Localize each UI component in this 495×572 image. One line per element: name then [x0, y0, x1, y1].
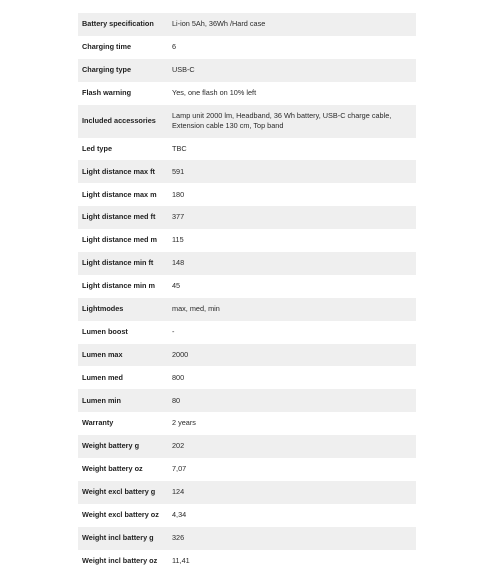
spec-row-weight-excl-battery-oz	[78, 504, 416, 527]
spec-label: Charging type	[82, 64, 132, 74]
spec-value: max, med, min	[172, 303, 220, 313]
spec-label: Lumen med	[82, 372, 123, 382]
spec-value: 202	[172, 441, 185, 451]
spec-row-included-accessories	[78, 105, 416, 138]
spec-value: Lamp unit 2000 lm, Headband, 36 Wh battery, USB-C charge cable, Extension cable 130 cm, Top band	[172, 110, 392, 131]
spec-label: Weight battery oz	[82, 464, 143, 474]
spec-label: Light distance med m	[82, 235, 158, 245]
spec-label: Lumen boost	[82, 326, 128, 336]
spec-value: 148	[172, 258, 185, 268]
spec-value: 800	[172, 372, 185, 382]
spec-row-weight-excl-battery-g	[78, 481, 416, 504]
spec-row-lumen-max	[78, 344, 416, 367]
spec-row-battery-specification	[78, 13, 416, 36]
spec-value: 6	[172, 42, 177, 52]
spec-value: Li-ion 5Ah, 36Wh /Hard case	[172, 19, 266, 29]
spec-label: Lumen max	[82, 349, 123, 359]
spec-value: 326	[172, 532, 185, 542]
spec-value: 591	[172, 166, 185, 176]
spec-row-charging-type	[78, 59, 416, 82]
spec-row-charging-time	[78, 36, 416, 59]
spec-label: Lightmodes	[82, 303, 124, 313]
spec-row-lumen-boost	[78, 321, 416, 344]
spec-value: 45	[172, 281, 181, 291]
spec-row-light-distance-max-m	[78, 183, 416, 206]
spec-label: Lumen min	[82, 395, 121, 405]
spec-row-light-distance-min-ft	[78, 252, 416, 275]
spec-row-light-distance-med-m	[78, 229, 416, 252]
spec-value: 4,34	[172, 510, 187, 519]
spec-row-lumen-med	[78, 366, 416, 389]
spec-value: 80	[172, 395, 181, 405]
spec-row-flash-warning	[78, 82, 416, 105]
spec-row-lightmodes	[78, 298, 416, 321]
spec-row-light-distance-min-m	[78, 275, 416, 298]
spec-label: Battery specification	[82, 19, 154, 29]
spec-label: Flash warning	[82, 87, 132, 97]
spec-label: Weight incl battery oz	[82, 555, 158, 565]
specifications-table	[78, 13, 416, 572]
spec-label: Led type	[82, 143, 113, 153]
spec-row-weight-battery-g	[78, 435, 416, 458]
spec-value: 377	[172, 212, 185, 222]
spec-value: TBC	[172, 143, 187, 153]
spec-label: Light distance med ft	[82, 212, 156, 222]
spec-row-lumen-min	[78, 389, 416, 412]
spec-row-warranty	[78, 412, 416, 435]
spec-row-weight-incl-battery-g	[78, 527, 416, 550]
spec-value: 124	[172, 487, 185, 497]
spec-value: 2 years	[172, 418, 196, 428]
spec-label: Light distance min ft	[82, 258, 154, 268]
spec-label: Charging time	[82, 42, 132, 52]
spec-label: Light distance max m	[82, 189, 157, 199]
spec-value: 7,07	[172, 464, 187, 474]
spec-label: Light distance max ft	[82, 166, 155, 176]
spec-label: Weight battery g	[82, 441, 140, 451]
spec-label: Weight excl battery g	[82, 487, 156, 497]
spec-value: Yes, one flash on 10% left	[172, 87, 257, 97]
spec-label: Warranty	[82, 418, 114, 428]
spec-value: 115	[172, 235, 184, 245]
spec-label: Weight excl battery oz	[82, 510, 159, 519]
spec-label: Light distance min m	[82, 281, 155, 291]
spec-value: 2000	[172, 349, 189, 359]
spec-row-light-distance-med-ft	[78, 206, 416, 229]
spec-row-light-distance-max-ft	[78, 160, 416, 183]
spec-value: USB-C	[172, 64, 195, 74]
spec-row-weight-battery-oz	[78, 458, 416, 481]
spec-row-weight-incl-battery-oz	[78, 550, 416, 572]
spec-value: 180	[172, 189, 185, 199]
spec-value: -	[172, 326, 175, 336]
spec-label: Weight incl battery g	[82, 532, 154, 542]
spec-label: Included accessories	[82, 115, 156, 125]
spec-row-led-type	[78, 138, 416, 161]
spec-value: 11,41	[172, 555, 190, 565]
